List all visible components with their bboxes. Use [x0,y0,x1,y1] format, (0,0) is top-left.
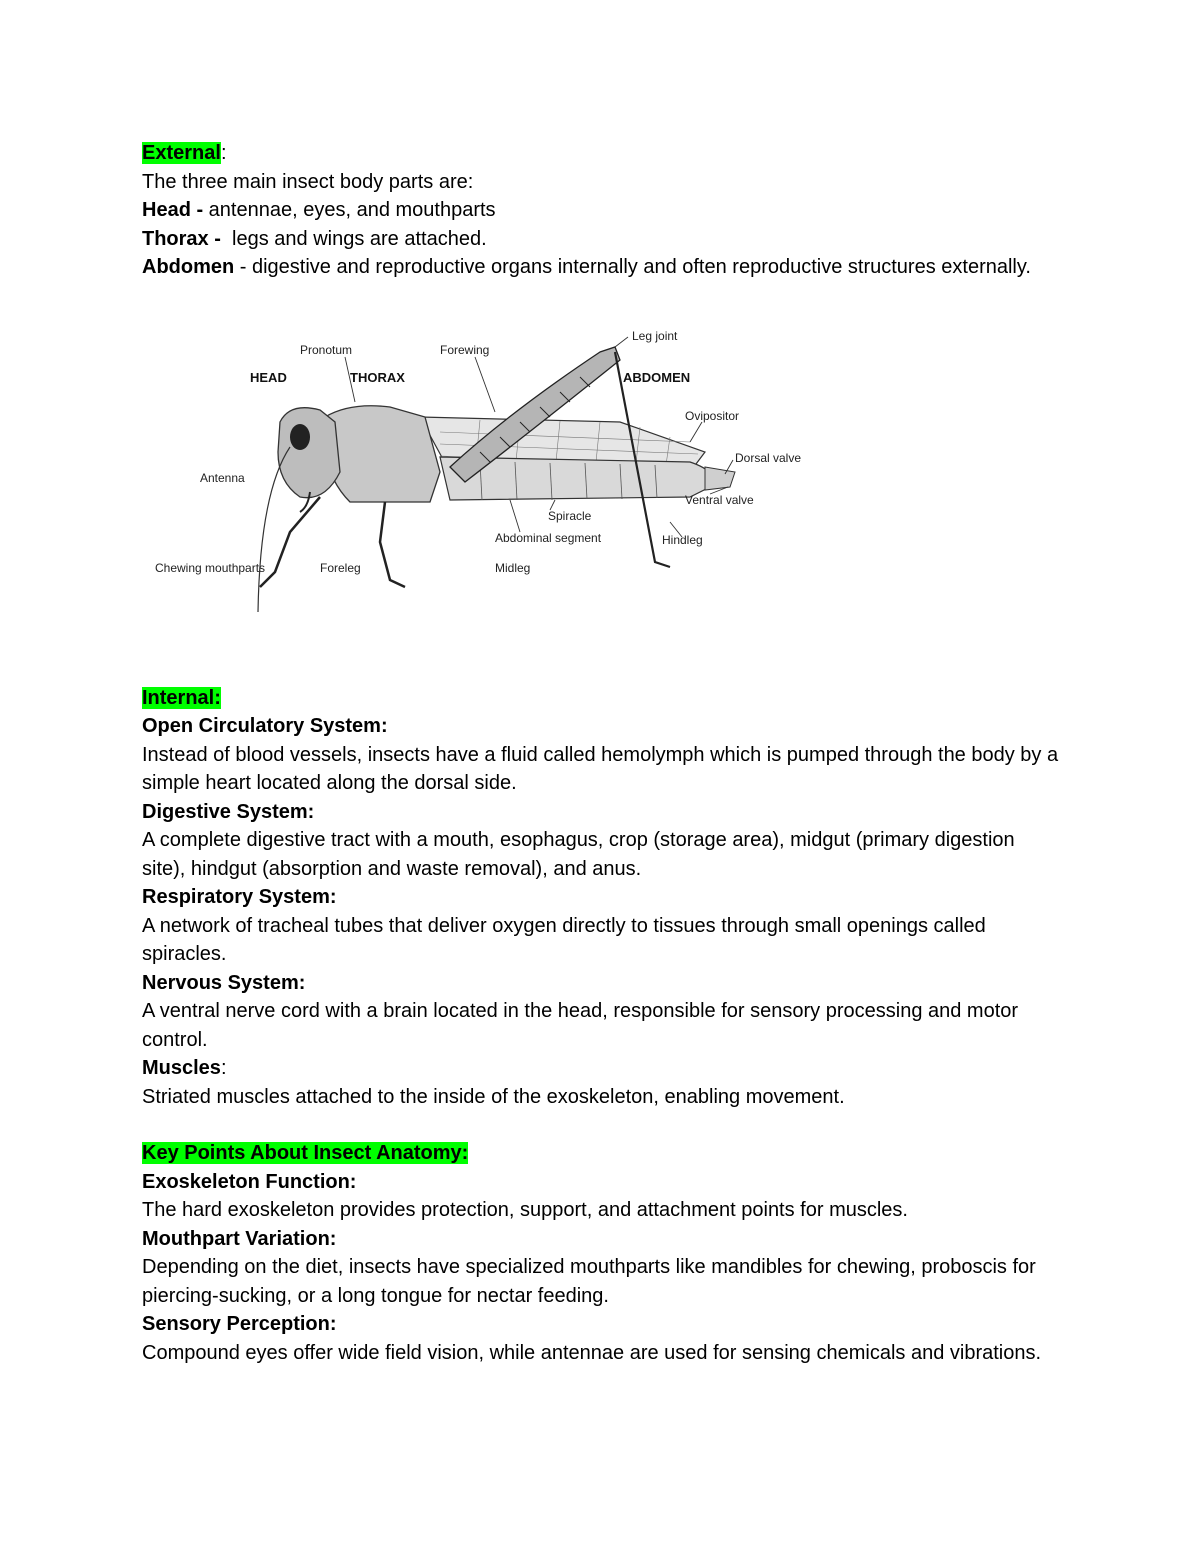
thorax-shape [325,405,440,501]
midleg-shape [380,502,405,587]
part-head-desc: antennae, eyes, and mouthparts [203,199,496,221]
external-heading: External [142,142,221,164]
key-points-heading-line [142,1139,1062,1168]
label-forewing: Forewing [440,342,490,357]
label-abdomen: ABDOMEN [623,369,691,385]
internal-item-text: A ventral nerve cord with a brain located in the head, responsible for sensory processing and motor control. [142,1000,1019,1051]
internal-item-title: Muscles [142,1057,221,1079]
key-point-text: Compound eyes offer wide field vision, while antennae are used for sensing chemicals and vibrations. [142,1341,1042,1364]
label-foreleg: Foreleg [320,560,361,575]
part-abdomen [142,253,1062,282]
label-dorsal-valve: Dorsal valve [735,450,802,465]
external-heading-colon: : [220,142,227,164]
foreleg-shape [260,497,320,587]
grasshopper-diagram [150,322,850,622]
internal-item-text: A network of tracheal tubes that deliver oxygen directly to tissues through small openings called spiracles. [142,914,986,965]
internal-item-title: Respiratory System: [142,886,337,908]
external-heading-line [142,139,1062,168]
part-abdomen-desc: - digestive and reproductive organs internally and often reproductive structures externally. [234,256,1031,278]
internal-item-title: Open Circulatory System: [142,715,388,737]
part-thorax-term: Thorax - [142,227,221,250]
label-thorax: THORAX [350,369,405,385]
key-points-section [142,1139,1062,1367]
part-thorax [142,225,1062,254]
internal-item-title: Nervous System: [142,971,306,994]
internal-heading-line [142,684,1062,713]
part-abdomen-term: Abdomen [142,256,235,278]
key-point-text: Depending on the diet, insects have specialized mouthparts like mandibles for chewing, proboscis for piercing-sucking, or a long tongue for nectar feeding. [142,1256,1036,1307]
label-midleg: Midleg [495,560,531,575]
grasshopper-illustration [150,322,850,622]
key-points-heading: Key Points About Insect Anatomy: [142,1142,469,1164]
label-hindleg: Hindleg [662,532,703,547]
part-head [142,196,1062,225]
internal-section [142,684,1062,1112]
head-shape [278,407,340,497]
internal-item-text: Striated muscles attached to the inside of the exoskeleton, enabling movement. [142,1085,845,1108]
document-page [142,139,1062,1367]
key-point-title: Mouthpart Variation: [142,1227,337,1250]
label-ventral-valve: Ventral valve [685,492,754,507]
internal-item-title: Digestive System: [142,800,315,823]
internal-heading: Internal: [142,686,221,709]
key-point-text: The hard exoskeleton provides protection, support, and attachment points for muscles. [142,1199,908,1221]
internal-item-text: Instead of blood vessels, insects have a fluid called hemolymph which is pumped through the body by a simple heart located along the dorsal side. [142,743,1059,794]
part-head-term: Head - [142,199,204,221]
label-pronotum: Pronotum [300,342,353,357]
label-spiracle: Spiracle [548,508,592,523]
label-antenna: Antenna [200,470,245,485]
label-abdominal-segment: Abdominal segment [495,530,602,545]
compound-eye [290,424,310,450]
part-thorax-desc: legs and wings are attached. [220,227,487,250]
internal-item-title-suffix: : [220,1057,227,1079]
label-leg-joint: Leg joint [632,328,678,343]
label-ovipositor: Ovipositor [685,408,740,423]
label-chewing-mouthparts: Chewing mouthparts [155,560,266,575]
key-point-title: Sensory Perception: [142,1313,337,1335]
key-point-title: Exoskeleton Function: [142,1170,357,1193]
internal-item-title-line [142,1054,1062,1083]
external-intro: The three main insect body parts are: [142,170,474,193]
internal-item-text: A complete digestive tract with a mouth, esophagus, crop (storage area), midgut (primary digestion site), hindgut (absorption and waste removal), and anus. [142,829,1015,880]
label-head: HEAD [250,369,287,385]
